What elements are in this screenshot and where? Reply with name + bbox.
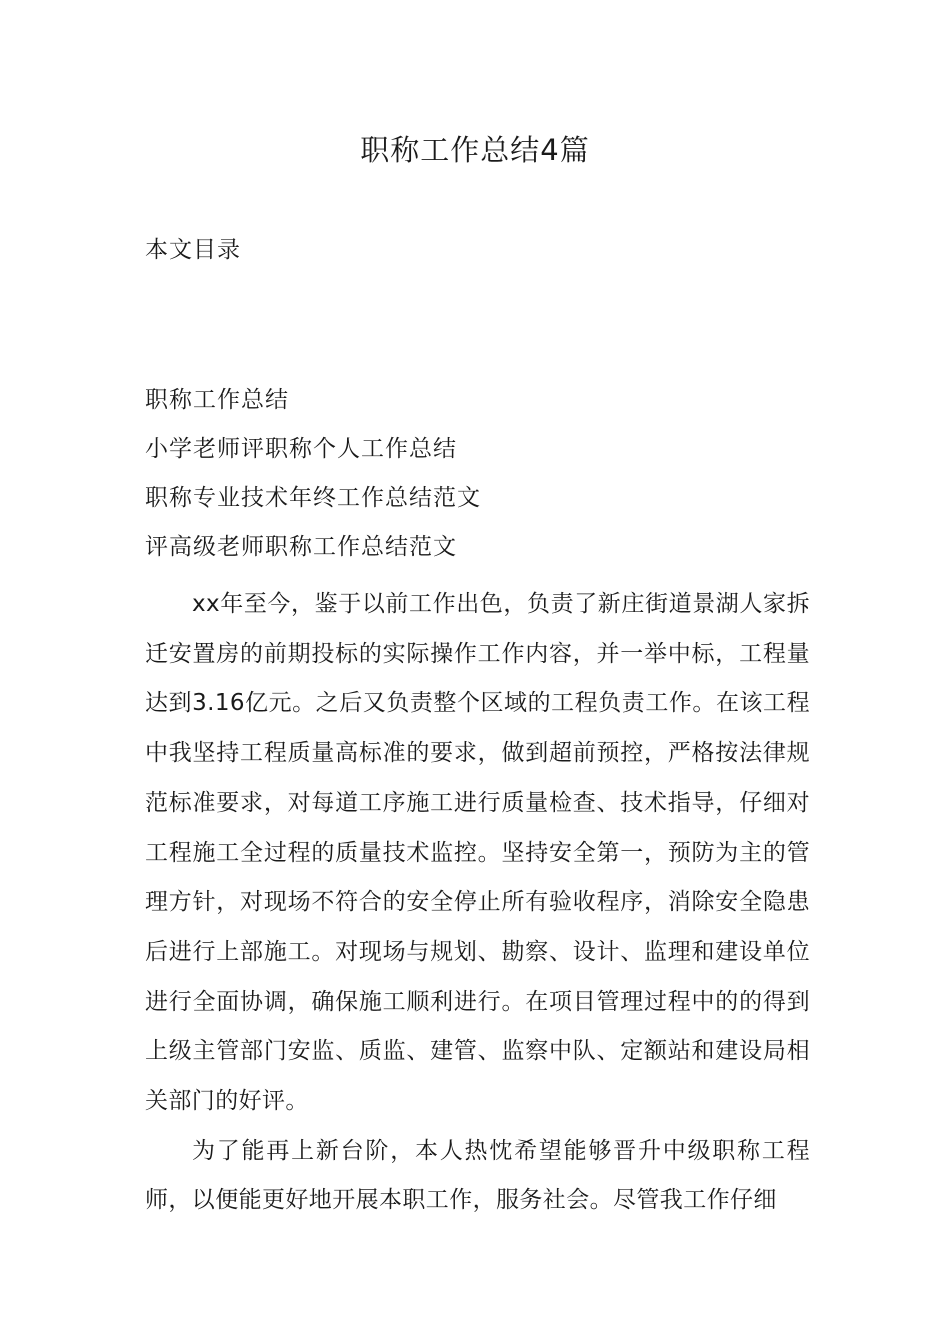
toc-item[interactable]: 职称专业技术年终工作总结范文 (145, 485, 481, 511)
toc-item[interactable]: 评高级老师职称工作总结范文 (145, 534, 457, 560)
body-paragraph: 为了能再上新台阶，本人热忱希望能够晋升中级职称工程师，以便能更好地开展本职工作，服务社会。尽管我工作仔细 (145, 1137, 810, 1214)
document-body (145, 580, 810, 1226)
table-of-contents (145, 382, 481, 578)
document-title: 职称工作总结4篇 (360, 133, 590, 167)
toc-heading: 本文目录 (145, 237, 241, 263)
toc-item[interactable]: 职称工作总结 (145, 387, 289, 413)
toc-item[interactable]: 小学老师评职称个人工作总结 (145, 436, 457, 462)
body-paragraph: xx年至今，鉴于以前工作出色，负责了新庄街道景湖人家拆迁安置房的前期投标的实际操作工作内容，并一举中标，工程量达到3.16亿元。之后又负责整个区域的工程负责工作。在该工程中我坚持工程质量高标准的要求，做到超前预控，严格按法律规范标准要求，对每道工序施工进行质量检查、技术指导，仔细对工程施工全过程的质量技术监控。坚持安全第一，预防为主的管理方针，对现场不符合的安全停止所有验收程序，消除安全隐患后进行上部施工。对现场与规划、勘察、设计、监理和建设单位进行全面协调，确保施工顺利进行。在项目管理过程中的的得到上级主管部门安监、质监、建管、监察中队、定额站和建设局相关部门的好评。 (145, 591, 810, 1115)
